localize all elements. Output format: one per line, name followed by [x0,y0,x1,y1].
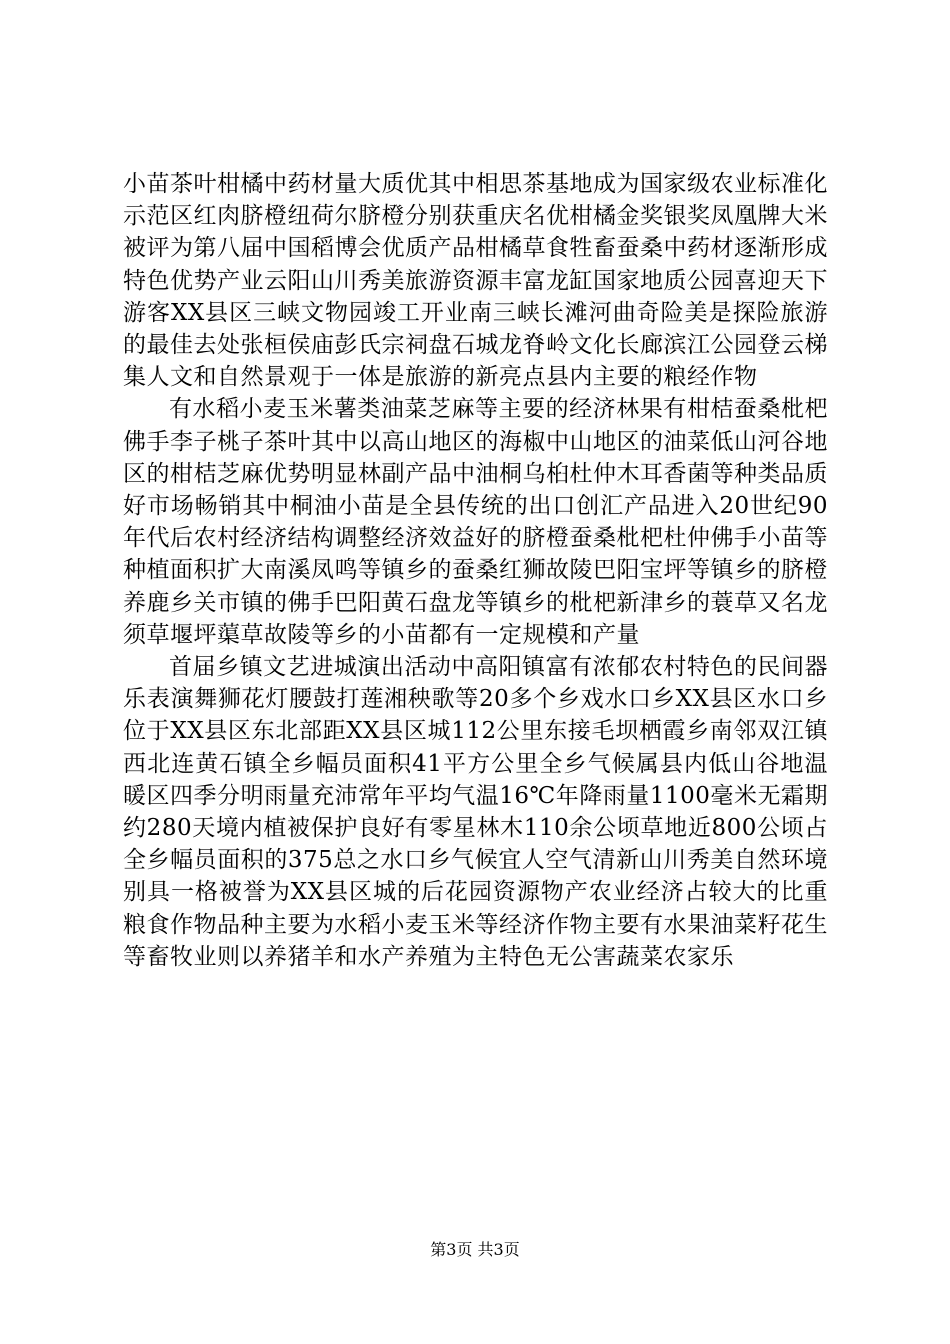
document-body [123,168,828,973]
paragraph-2: 有水稻小麦玉米薯类油菜芝麻等主要的经济林果有柑桔蚕桑枇杷佛手李子桃子茶叶其中以高山地区的海椒中山地区的油菜低山河谷地区的柑桔芝麻优势明显林副产品中油桐乌桕杜仲木耳香菌等种类品质好市场畅销其中桐油小苗是全县传统的出口创汇产品进入20世纪90年代后农村经济结构调整经济效益好的脐橙蚕桑枇杷杜仲佛手小苗等种植面积扩大南溪凤鸣等镇乡的蚕桑红狮故陵巴阳宝坪等镇乡的脐橙养鹿乡关市镇的佛手巴阳黄石盘龙等镇乡的枇杷新津乡的蓑草又名龙须草堰坪蕖草故陵等乡的小苗都有一定规模和产量 [123,396,828,648]
paragraph-1: 小苗茶叶柑橘中药材量大质优其中相思茶基地成为国家级农业标准化示范区红肉脐橙纽荷尔脐橙分别获重庆名优柑橘金奖银奖凤凰牌大米被评为第八届中国稻博会优质产品柑橘草食牲畜蚕桑中药材逐渐形成特色优势产业云阳山川秀美旅游资源丰富龙缸国家地质公园喜迎天下游客XX县区三峡文物园竣工开业南三峡长滩河曲奇险美是探险旅游的最佳去处张桓侯庙彭氏宗祠盘石城龙脊岭文化长廊滨江公园登云梯集人文和自然景观于一体是旅游的新亮点县内主要的粮经作物 [123,171,828,391]
paragraph-3: 首届乡镇文艺进城演出活动中高阳镇富有浓郁农村特色的民间器乐表演舞狮花灯腰鼓打莲湘秧歌等20多个乡戏水口乡XX县区水口乡位于XX县区东北部距XX县区城112公里东接毛坝栖霞乡南邻双江镇西北连黄石镇全乡幅员面积41平方公里全乡气候属县内低山谷地温暖区四季分明雨量充沛常年平均气温16℃年降雨量1100毫米无霜期约280天境内植被保护良好有零星林木110余公顷草地近800公顷占全乡幅员面积的375总之水口乡气候宜人空气清新山川秀美自然环境别具一格被誉为XX县区城的后花园资源物产农业经济占较大的比重粮食作物品种主要为水稻小麦玉米等经济作物主要有水果油菜籽花生等畜牧业则以养猪羊和水产养殖为主特色无公害蔬菜农家乐 [123,654,828,970]
page-footer [0,1240,950,1260]
page-number-label: 第3页 共3页 [430,1240,520,1259]
